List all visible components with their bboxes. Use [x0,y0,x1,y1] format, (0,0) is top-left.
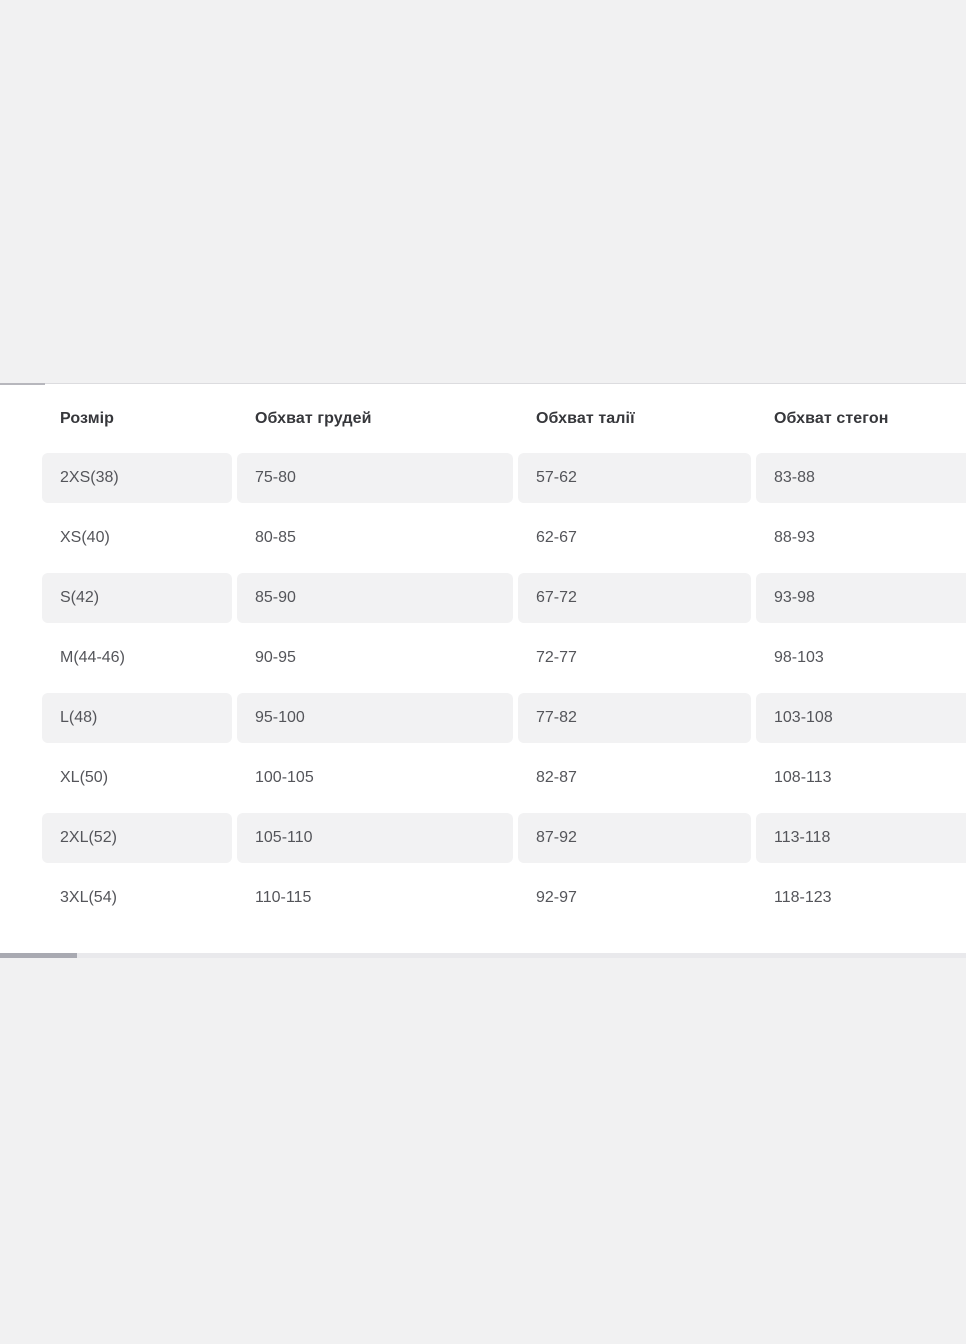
cell-waist: 92-97 [536,889,577,906]
table-row [42,633,966,683]
table-row [42,453,966,503]
cell-chest: 110-115 [255,889,312,906]
cell-size: 2XL(52) [42,813,232,863]
cell-chest: 95-100 [237,693,513,743]
cell-hips: 93-98 [756,573,966,623]
table-row [42,873,966,923]
table-row [42,753,966,803]
cell-hips: 113-118 [756,813,966,863]
cell-hips: 83-88 [756,453,966,503]
top-scroll-indicator [0,383,45,385]
cell-chest: 85-90 [237,573,513,623]
cell-size: M(44-46) [60,649,125,666]
cell-chest: 75-80 [237,453,513,503]
horizontal-scrollbar-track[interactable] [0,953,966,958]
column-header-size: Розмір [60,410,115,427]
cell-hips: 108-113 [774,769,832,786]
table-row [42,693,966,743]
table-row [42,513,966,563]
cell-waist: 77-82 [518,693,751,743]
cell-hips: 88-93 [774,529,815,546]
column-header-hips: Обхват стегон [774,410,889,427]
cell-size: 3XL(54) [60,889,117,906]
cell-size: L(48) [42,693,232,743]
table-body [42,453,966,933]
cell-size: S(42) [42,573,232,623]
cell-waist: 57-62 [518,453,751,503]
cell-chest: 105-110 [237,813,513,863]
cell-waist: 87-92 [518,813,751,863]
column-header-chest: Обхват грудей [255,410,372,427]
table-row [42,813,966,863]
cell-chest: 90-95 [255,649,296,666]
size-chart-panel [0,383,966,958]
table-header-row [42,396,966,442]
table-row [42,573,966,623]
cell-chest: 100-105 [255,769,314,786]
cell-chest: 80-85 [255,529,296,546]
cell-size: XS(40) [60,529,110,546]
cell-hips: 103-108 [756,693,966,743]
horizontal-scrollbar-thumb[interactable] [0,953,77,958]
cell-waist: 72-77 [536,649,577,666]
cell-waist: 82-87 [536,769,577,786]
cell-waist: 67-72 [518,573,751,623]
cell-size: XL(50) [60,769,109,786]
cell-waist: 62-67 [536,529,577,546]
cell-hips: 98-103 [774,649,824,666]
cell-size: 2XS(38) [42,453,232,503]
column-header-waist: Обхват талії [536,410,635,427]
cell-hips: 118-123 [774,889,832,906]
